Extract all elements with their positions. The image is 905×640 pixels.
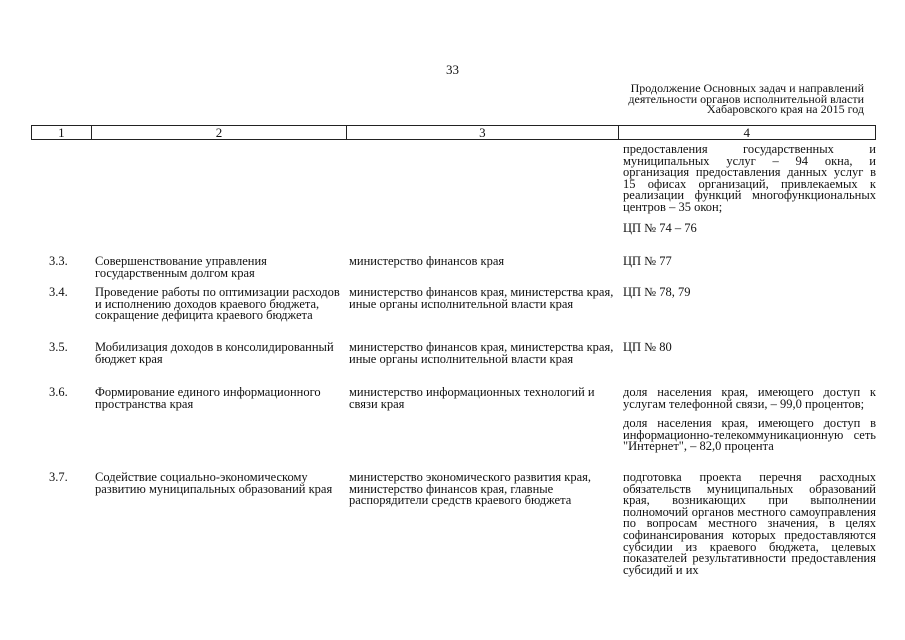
table-cell-result — [623, 472, 876, 576]
table-cell-executor: министерство финансов края, министерства края, иные органы исполнительной власти края — [349, 285, 614, 311]
result-paragraph: подготовка проекта перечня расходных обязательств муниципальных образований края, возникающих при выполнении полномочий органов местного самоуправления по вопросам местного значения, в целях софинансирования которых предоставляются субсидии из краевого бюджета, целевых показателей результативности предоставления субсидий и их — [623, 470, 876, 577]
table-cell-task: Проведение работы по оптимизации расходов и исполнению доходов краевого бюджета, сокращение дефицита краевого бюджета — [95, 285, 340, 323]
continuation-title-line: Продолжение Основных задач и направлений — [630, 81, 864, 95]
result-paragraph: предоставления государственных и муниципальных услуг – 94 окна, и организация предоставления данных услуг в 15 офисах организаций, привлекаемых к реализации функций многофункциональных центров – 35 окон; — [623, 142, 876, 214]
row-number: 3.6. — [49, 385, 68, 399]
table-cell-task: Мобилизация доходов в консолидированный бюджет края — [95, 340, 334, 366]
table-cell-result — [623, 287, 876, 299]
page-number: 33 — [446, 62, 459, 77]
continuation-title — [564, 83, 864, 115]
table-header — [31, 125, 876, 140]
column-header-1: 1 — [32, 126, 92, 139]
continuation-title-line: деятельности органов исполнительной власти — [628, 91, 864, 106]
table-cell-task: Содействие социально-экономическому развитию муниципальных образований края — [95, 470, 333, 496]
continuation-title-line: Хабаровского края на 2015 год — [707, 102, 864, 116]
table-cell-result — [623, 342, 876, 354]
result-paragraph: ЦП № 77 — [623, 254, 672, 268]
column-header-3: 3 — [347, 126, 618, 139]
table-cell-executor: министерство финансов края — [349, 254, 505, 268]
table-cell-task: Формирование единого информационного пространства края — [95, 385, 321, 411]
table-cell-task: Совершенствование управления государственным долгом края — [95, 254, 267, 280]
row-number: 3.7. — [49, 470, 68, 484]
row-number: 3.3. — [49, 254, 68, 268]
table-cell-result — [623, 387, 876, 453]
table-cell-result — [623, 144, 876, 234]
table-cell-result — [623, 256, 876, 268]
result-paragraph: ЦП № 80 — [623, 340, 672, 354]
table-cell-executor: министерство информационных технологий и связи края — [349, 385, 595, 411]
row-number: 3.5. — [49, 340, 68, 354]
result-paragraph: доля населения края, имеющего доступ к услугам телефонной связи, – 99,0 процентов; — [623, 385, 876, 411]
table-cell-executor: министерство экономического развития края, министерство финансов края, главные распорядители средств краевого бюджета — [349, 470, 592, 508]
row-number: 3.4. — [49, 285, 68, 299]
result-paragraph: ЦП № 74 – 76 — [623, 220, 697, 235]
table-cell-executor: министерство финансов края, министерства края, иные органы исполнительной власти края — [349, 340, 614, 366]
result-paragraph: доля населения края, имеющего доступ в информационно-телекоммуникационную сеть "Интернет", – 82,0 процента — [623, 416, 876, 454]
result-paragraph: ЦП № 78, 79 — [623, 285, 691, 299]
column-header-4: 4 — [743, 125, 751, 140]
column-header-2: 2 — [92, 126, 347, 139]
